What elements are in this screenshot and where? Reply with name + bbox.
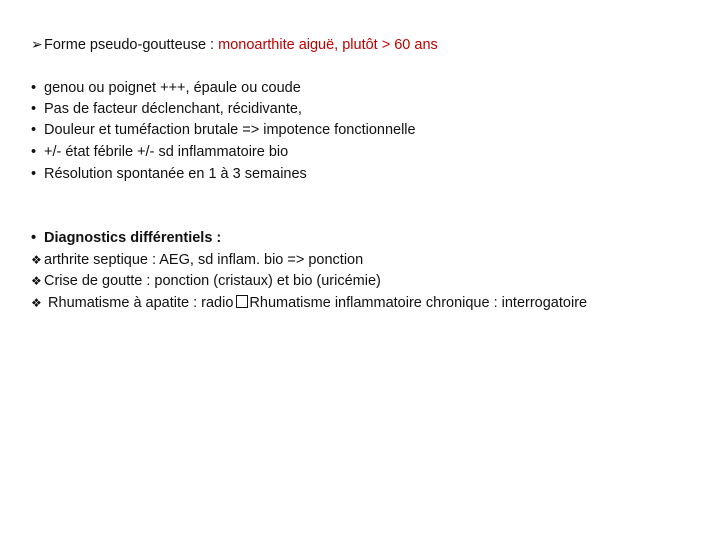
differential-item	[31, 294, 587, 312]
feature-text: genou ou poignet +++, épaule ou coude	[44, 80, 301, 96]
bullet-icon: •	[31, 101, 37, 117]
feature-text: Douleur et tuméfaction brutale => impotence fonctionnelle	[44, 122, 416, 138]
differential-title	[31, 229, 221, 247]
heading-prefix: Forme pseudo-goutteuse :	[44, 37, 219, 53]
feature-text: Pas de facteur déclenchant, récidivante,	[44, 101, 302, 117]
feature-text: +/- état fébrile +/- sd inflammatoire bio	[44, 144, 289, 160]
diamond-bullet-icon: ❖	[31, 253, 42, 267]
differential-title-text: Diagnostics différentiels :	[44, 230, 222, 246]
bullet-icon: •	[31, 144, 37, 160]
feature-item	[31, 100, 302, 118]
differential-text-b: Rhumatisme inflammatoire chronique : interrogatoire	[249, 295, 588, 311]
bullet-icon: •	[31, 122, 37, 138]
heading-line	[31, 35, 438, 54]
diamond-bullet-icon: ❖	[31, 296, 42, 310]
feature-text: Résolution spontanée en 1 à 3 semaines	[44, 166, 307, 182]
bullet-icon: •	[31, 166, 37, 182]
differential-item	[31, 251, 363, 269]
feature-item	[31, 143, 288, 161]
arrow-bullet-icon: ➢	[31, 36, 43, 52]
bullet-icon: •	[31, 230, 37, 246]
differential-text-a: Rhumatisme à apatite : radio	[48, 295, 234, 311]
bullet-icon: •	[31, 80, 37, 96]
missing-glyph-icon	[236, 295, 248, 308]
differential-item	[31, 272, 381, 290]
heading-highlight: monoarthite aiguë, plutôt > 60 ans	[218, 37, 438, 53]
differential-text: Crise de goutte : ponction (cristaux) et bio (uricémie)	[44, 273, 381, 289]
differential-text: arthrite septique : AEG, sd inflam. bio => ponction	[44, 252, 364, 268]
feature-item	[31, 121, 416, 139]
feature-item	[31, 165, 307, 183]
feature-item	[31, 79, 301, 97]
diamond-bullet-icon: ❖	[31, 274, 42, 288]
